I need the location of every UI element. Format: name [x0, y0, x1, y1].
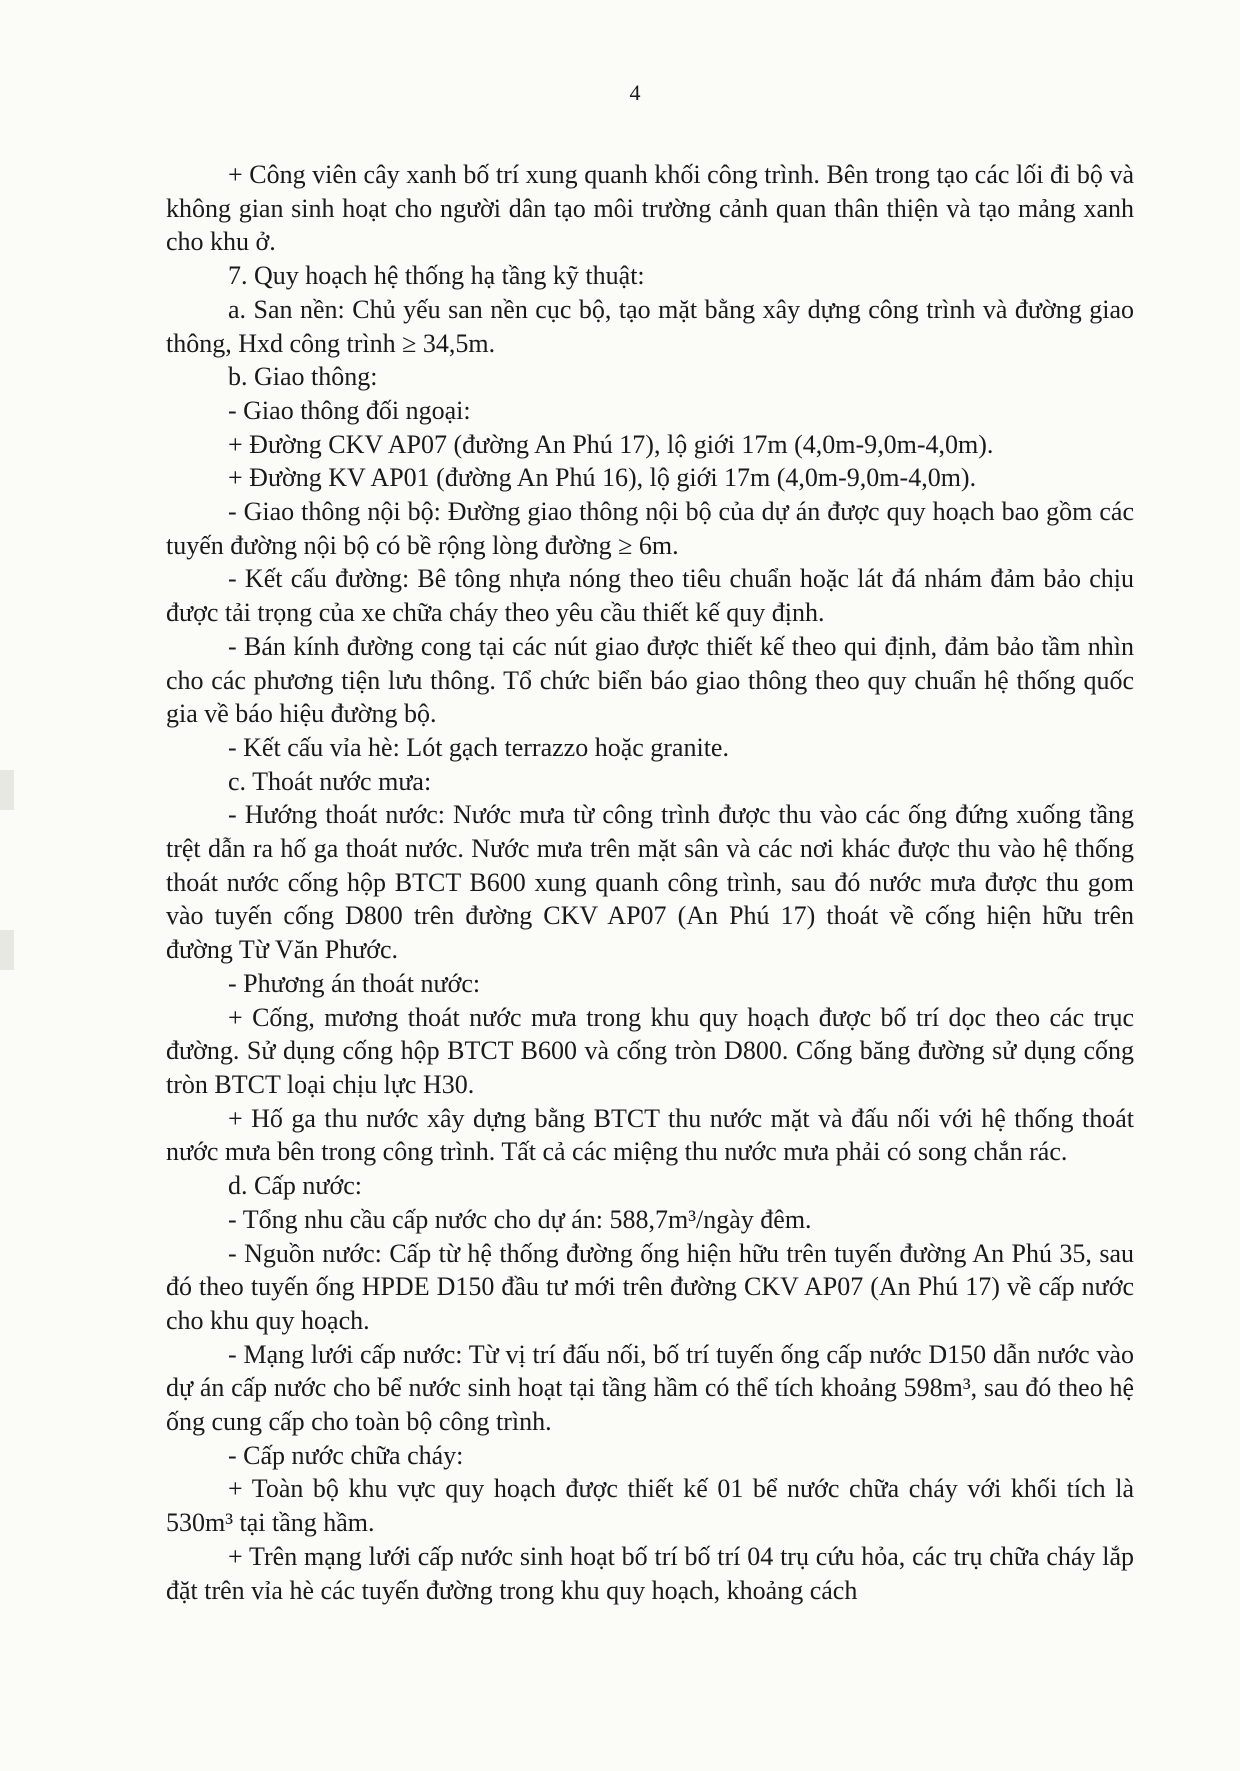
scan-edge-mark-bottom: [0, 930, 14, 970]
heading-water-supply: d. Cấp nước:: [228, 1171, 362, 1201]
paragraph-drainage-direction: - Hướng thoát nước: Nước mưa từ công trình được thu vào các ống đứng xuống tầng trệt dẫn ra hố ga thoát nước. Nước mưa trên mặt sân và các nơi khác được thu vào hệ thống thoát nước cống hộp BTCT B600 xung quanh công trình, sau đó nước mưa được thu gom vào tuyến cống D800 trên đường CKV AP07 (An Phú 17) thoát về cống hiện hữu trên đường Từ Văn Phước.: [166, 800, 1134, 965]
subheading-fire-water: - Cấp nước chữa cháy:: [228, 1440, 464, 1470]
paragraph-sidewalk: - Kết cấu vỉa hè: Lót gạch terrazzo hoặc granite.: [228, 732, 729, 762]
page-number: 4: [629, 80, 641, 105]
paragraph-internal-traffic: - Giao thông nội bộ: Đường giao thông nội bộ của dự án được quy hoạch bao gồm các tuyến đường nội bộ có bề rộng lòng đường ≥ 6m.: [166, 497, 1134, 560]
document-body: [166, 158, 1134, 1607]
list-item-manholes: + Hố ga thu nước xây dựng bằng BTCT thu nước mặt và đấu nối với hệ thống thoát nước mưa bên trong công trình. Tất cả các miệng thu nước mưa phải có song chắn rác.: [166, 1103, 1134, 1167]
paragraph-curve-radius: - Bán kính đường cong tại các nút giao được thiết kế theo qui định, đảm bảo tầm nhìn cho các phương tiện lưu thông. Tổ chức biển báo giao thông theo quy chuẩn hệ thống quốc gia về báo hiệu đường bộ.: [166, 631, 1134, 729]
list-item-fire-tank: + Toàn bộ khu vực quy hoạch được thiết kế 01 bể nước chữa cháy với khối tích là 530m³ tại tầng hầm.: [166, 1474, 1134, 1538]
heading-infrastructure: 7. Quy hoạch hệ thống hạ tầng kỹ thuật:: [228, 261, 645, 291]
paragraph-grading: a. San nền: Chủ yếu san nền cục bộ, tạo mặt bằng xây dựng công trình và đường giao thông, Hxd công trình ≥ 34,5m.: [166, 294, 1134, 358]
paragraph-road-structure: - Kết cấu đường: Bê tông nhựa nóng theo tiêu chuẩn hoặc lát đá nhám đảm bảo chịu được tải trọng của xe chữa cháy theo yêu cầu thiết kế quy định.: [166, 564, 1134, 628]
list-item-culverts: + Cống, mương thoát nước mưa trong khu quy hoạch được bố trí dọc theo các trục đường. Sử dụng cống hộp BTCT B600 và cống tròn D800. Cống băng đường sử dụng cống tròn BTCT loại chịu lực H30.: [166, 1002, 1134, 1099]
paragraph-water-demand: - Tổng nhu cầu cấp nước cho dự án: 588,7m³/ngày đêm.: [228, 1204, 812, 1234]
subheading-external-traffic: - Giao thông đối ngoại:: [228, 395, 471, 425]
paragraph-water-source: - Nguồn nước: Cấp từ hệ thống đường ống hiện hữu trên tuyến đường An Phú 35, sau đó theo tuyến ống HPDE D150 đầu tư mới trên đường CKV AP07 (An Phú 17) về cấp nước cho khu quy hoạch.: [166, 1238, 1134, 1335]
list-item-road-ap01: + Đường KV AP01 (đường An Phú 16), lộ giới 17m (4,0m-9,0m-4,0m).: [228, 463, 977, 493]
scan-edge-mark-top: [0, 770, 14, 810]
list-item-fire-hydrants: + Trên mạng lưới cấp nước sinh hoạt bố trí bố trí 04 trụ cứu hỏa, các trụ chữa cháy lắp đặt trên vỉa hè các tuyến đường trong khu quy hoạch, khoảng cách: [166, 1541, 1134, 1605]
subheading-drainage-plan: - Phương án thoát nước:: [228, 968, 481, 998]
paragraph-green-park: + Công viên cây xanh bố trí xung quanh khối công trình. Bên trong tạo các lối đi bộ và không gian sinh hoạt cho người dân tạo môi trường cảnh quan thân thiện và tạo mảng xanh cho khu ở.: [166, 160, 1134, 257]
heading-traffic: b. Giao thông:: [228, 362, 378, 392]
list-item-road-ap07: + Đường CKV AP07 (đường An Phú 17), lộ giới 17m (4,0m-9,0m-4,0m).: [228, 429, 994, 459]
paragraph-water-network: - Mạng lưới cấp nước: Từ vị trí đấu nối, bố trí tuyến ống cấp nước D150 dẫn nước vào dự án cấp nước cho bể nước sinh hoạt tại tầng hầm có thể tích khoảng 598m³, sau đó theo hệ ống cung cấp cho toàn bộ công trình.: [166, 1339, 1134, 1437]
heading-rainwater-drainage: c. Thoát nước mưa:: [228, 766, 432, 796]
